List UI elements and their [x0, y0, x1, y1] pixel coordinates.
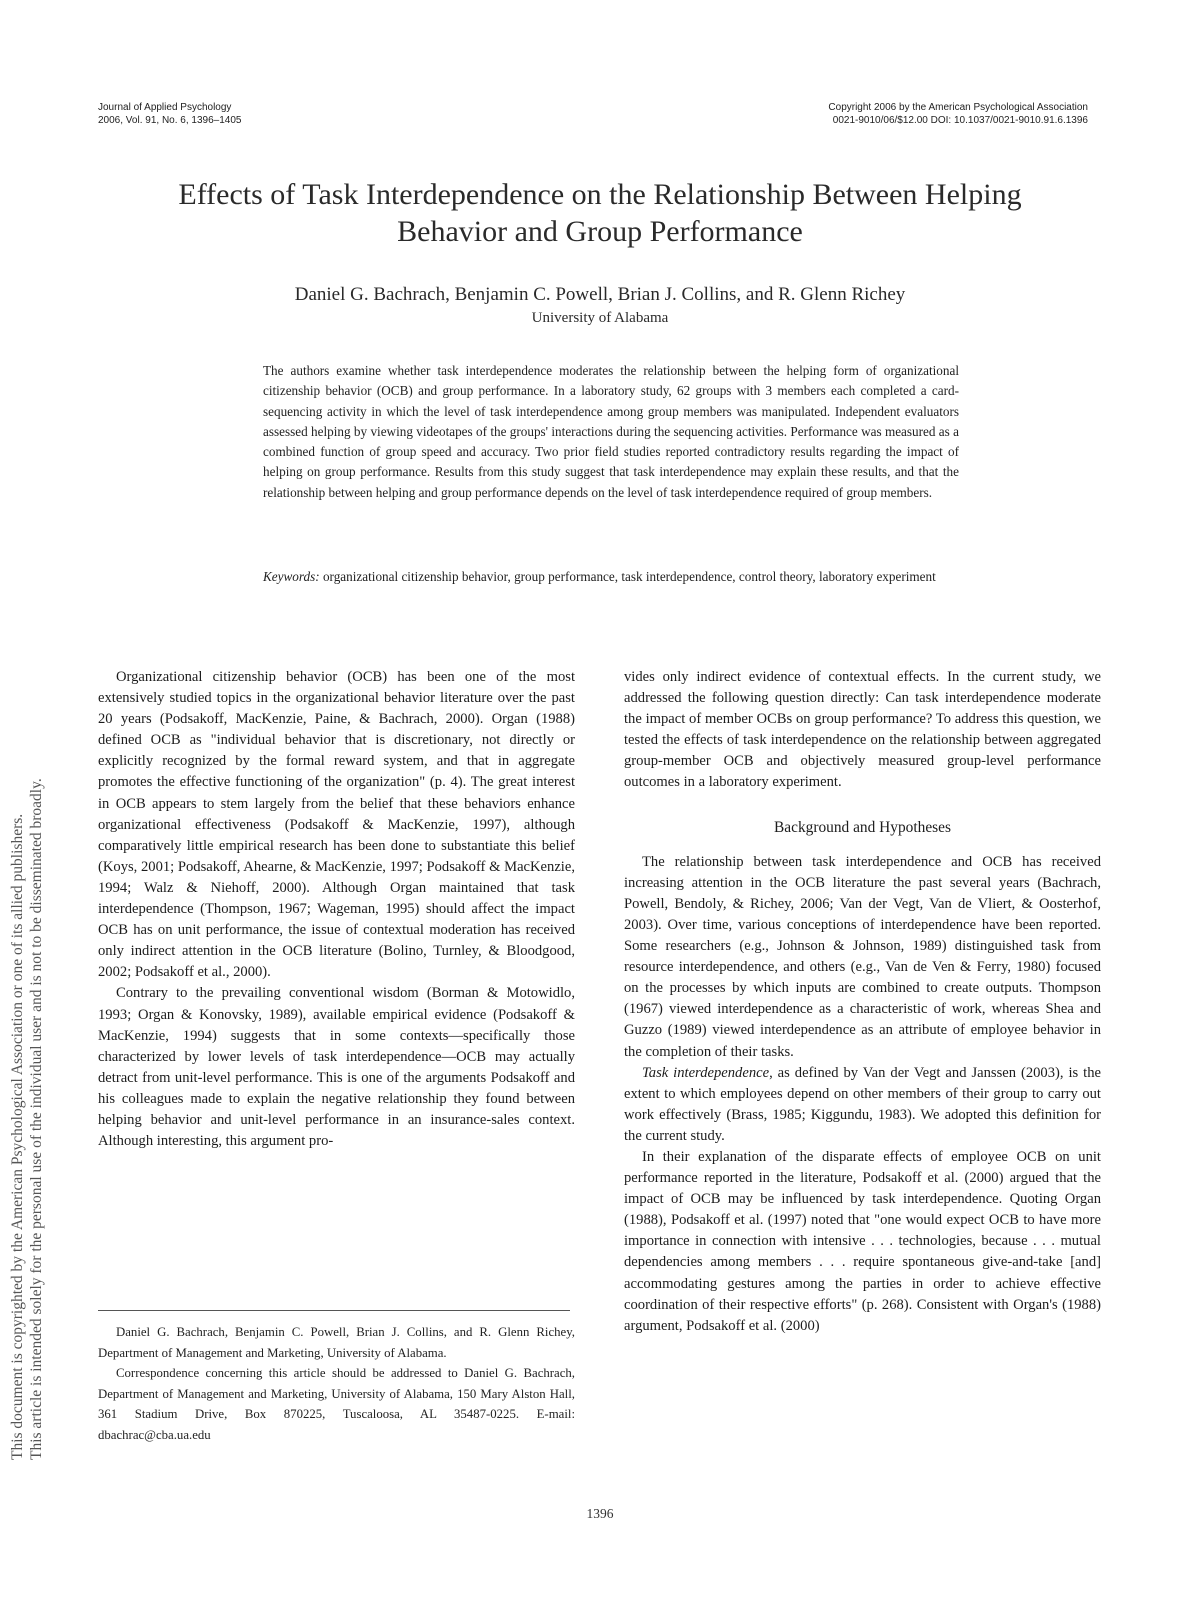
copyright-sidebar [8, 440, 46, 1460]
keywords-text: organizational citizenship behavior, group performance, task interdependence, control theory, laboratory experiment [319, 569, 936, 584]
title-line-2: Behavior and Group Performance [397, 215, 803, 248]
definition-text: , as defined by Van der Vegt and Janssen (2003), is the extent to which employees depend on other members of their group to carry out work effectively (Brass, 1985; Kiggundu, 1983). We adopted this definition for the current study. [624, 1064, 1101, 1144]
author-note: Daniel G. Bachrach, Benjamin C. Powell, Brian J. Collins, and R. Glenn Richey, Department of Management and Marketing, University of Alabama. [98, 1325, 575, 1360]
author-list: Daniel G. Bachrach, Benjamin C. Powell, Brian J. Collins, and R. Glenn Richey [294, 284, 906, 305]
keywords [263, 567, 959, 587]
page-number: 1396 [586, 1506, 614, 1521]
footnote-divider [98, 1310, 570, 1311]
body-paragraph: The relationship between task interdependence and OCB has received increasing attention in the OCB literature the past several years (Bachrach, Powell, Bendoly, & Richey, 2006; Van der Vegt, Van de Vliert, & Oosterhof, 2003). Over time, various conceptions of interdependence have been reported. Some researchers (e.g., Johnson & Johnson, 1989) distinguished task from resource interdependence, and others (e.g., Van de Ven & Ferry, 1980) focused on the processes by which inputs are combined to create outputs. Thompson (1967) viewed interdependence as a characteristic of work, whereas Shea and Guzzo (1989) viewed interdependence as an attribute of employee behavior in the completion of their tasks. [624, 853, 1101, 1060]
body-paragraph [624, 1063, 1101, 1147]
journal-name: Journal of Applied Psychology [98, 102, 232, 113]
body-paragraph: vides only indirect evidence of contextual effects. In the current study, we addressed the following question directly: Can task interdependence moderate the impact of member OCBs on group performance? To address this question, we tested the effects of task interdependence on the relationship between aggregated group-member OCB and objectively measured group-level performance outcomes in a laboratory experiment. [624, 669, 1101, 791]
correspondence-note: Correspondence concerning this article should be addressed to Daniel G. Bachrach, Department of Management and Marketing, University of Alabama, 150 Mary Alston Hall, 361 Stadium Drive, Box 870225, Tuscaloosa, AL 35487-0225. E-mail: dbachrac@cba.ua.edu [98, 1366, 575, 1442]
body-paragraph: Organizational citizenship behavior (OCB) has been one of the most extensively studied topics in the organizational behavior literature over the past 20 years (Podsakoff, MacKenzie, Paine, & Bachrach, 2000). Organ (1988) defined OCB as "individual behavior that is discretionary, not directly or explicitly recognized by the formal reward system, and that in aggregate promotes the effective functioning of the organization" (p. 4). The great interest in OCB appears to stem largely from the belief that these behaviors enhance organizational effectiveness (Podsakoff & MacKenzie, 1997), although comparatively little empirical research has been done to substantiate this belief (Koys, 2001; Podsakoff, Ahearne, & MacKenzie, 1997; Podsakoff & MacKenzie, 1994; Walz & Niehoff, 2000). Although Organ maintained that task interdependence (Thompson, 1967; Wageman, 1995) should affect the impact OCB has on unit performance, the issue of contextual moderation has received only indirect attention in the OCB literature (Bolino, Turnley, & Bloodgood, 2002; Podsakoff et al., 2000). [98, 669, 575, 981]
body-paragraph: Contrary to the prevailing conventional wisdom (Borman & Motowidlo, 1993; Organ & Konovsky, 1989), available empirical evidence (Podsakoff & MacKenzie, 1994) suggests that in some contexts—specifically those characterized by lower levels of task interdependence—OCB may actually detract from unit-level performance. This is one of the arguments Podsakoff and his colleagues made to explain the negative relationship they found between helping behavior and unit-level performance in an insurance-sales context. Although interesting, this argument pro- [98, 985, 575, 1150]
article-title [98, 176, 1102, 250]
footnotes [98, 1322, 575, 1445]
left-column [98, 667, 575, 1152]
section-heading: Background and Hypotheses [774, 818, 951, 836]
affiliation: University of Alabama [531, 310, 669, 326]
keywords-label: Keywords: [263, 569, 320, 584]
journal-header [98, 101, 241, 127]
doi: 0021-9010/06/$12.00 DOI: 10.1037/0021-9010.91.6.1396 [832, 115, 1088, 126]
body-paragraph: In their explanation of the disparate effects of employee OCB on unit performance reported in the literature, Podsakoff et al. (2000) argued that the impact of OCB may be influenced by task interdependence. Quoting Organ (1988), Podsakoff et al. (1997) noted that "one would expect OCB to have more importance in connection with intensive . . . technologies, because . . . mutual dependencies among members . . . require spontaneous give-and-take [and] accommodating gestures among the parties in order to achieve effective coordination of their respective efforts" (p. 268). Consistent with Organ's (1988) argument, Podsakoff et al. (2000) [624, 1148, 1101, 1334]
copyright-notice: Copyright 2006 by the American Psychological Association [828, 102, 1088, 113]
copyright-header [828, 101, 1088, 127]
sidebar-line-2: This article is intended solely for the personal use of the individual user and is not to be disseminated broadly. [28, 778, 45, 1460]
abstract-text: The authors examine whether task interdependence moderates the relationship between the helping form of organizational citizenship behavior (OCB) and group performance. In a laboratory study, 62 groups with 3 members each completed a card-sequencing activity in which the level of task interdependence among group members was manipulated. Independent evaluators assessed helping by viewing videotapes of the groups' interactions during the sequencing activities. Performance was measured as a combined function of group speed and accuracy. Two prior field studies reported contradictory results regarding the impact of helping on group performance. Results from this study suggest that task interdependence may explain these results, and that the relationship between helping and group performance depends on the level of task interdependence required of group members. [263, 363, 959, 500]
title-line-1: Effects of Task Interdependence on the Relationship Between Helping [178, 178, 1022, 211]
sidebar-line-1: This document is copyrighted by the American Psychological Association or one of its allied publishers. [9, 813, 26, 1460]
journal-volume: 2006, Vol. 91, No. 6, 1396–1405 [98, 115, 242, 126]
defined-term: Task interdependence [642, 1064, 770, 1081]
right-column [624, 667, 1101, 1337]
abstract [263, 361, 959, 503]
